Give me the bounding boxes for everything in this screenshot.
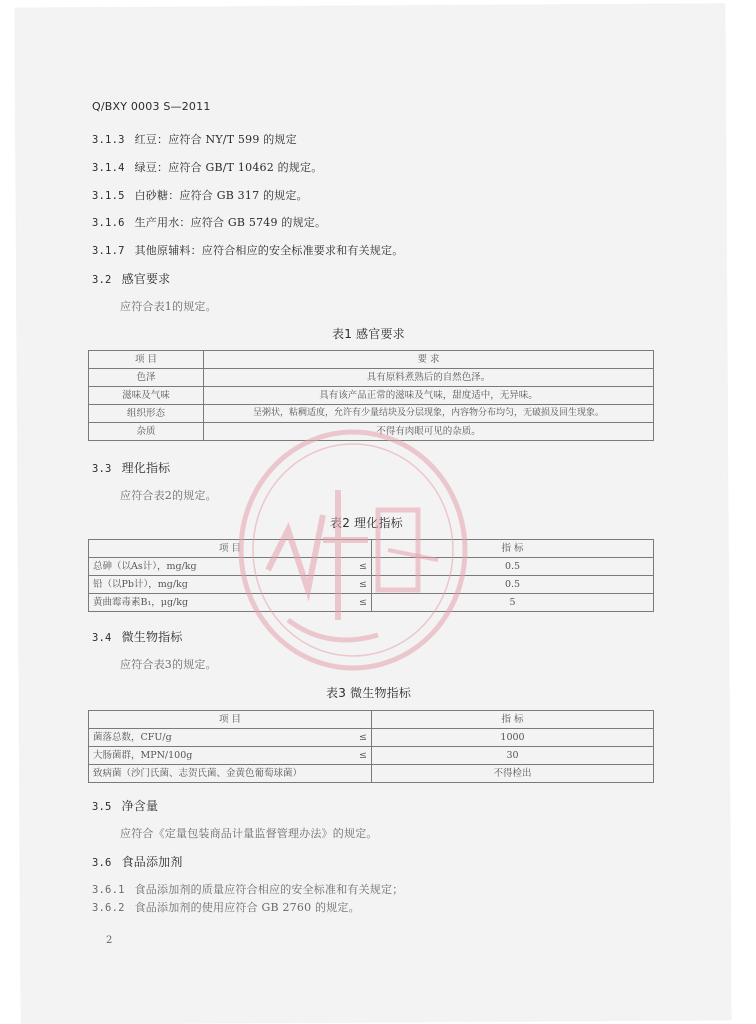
clause-number: 3.1.4 [92,162,125,174]
clause-text: 其他原辅料：应符合相应的安全标准要求和有关规定。 [134,244,404,257]
requirement-cell: 不得有肉眼可见的杂质。 [204,423,654,441]
item-cell [89,747,372,765]
item-label: 大肠菌群，MPN/100g [93,750,193,761]
value-cell: 0.5 [372,576,654,594]
clause-3-1-6 [92,214,326,230]
requirement-cell: 呈粥状，粘稠适度，允许有少量结块及分层现象，内容物分布均匀，无破损及回生现象。 [204,405,654,423]
item-label: 黄曲霉毒素B₁，μg/kg [93,597,189,608]
clause-text: 食品添加剂的使用应符合 GB 2760 的规定。 [134,901,360,914]
less-equal-symbol: ≤ [359,732,367,743]
less-equal-symbol: ≤ [359,561,367,572]
clause-text: 食品添加剂的质量应符合相应的安全标准和有关规定； [134,883,404,896]
table2-caption: 表2 理化指标 [330,516,403,530]
section-number: 3.5 [92,801,112,813]
value-cell: 不得检出 [372,765,654,783]
value-cell: 30 [372,747,654,765]
section-3-4-heading [92,628,183,645]
table3-caption: 表3 微生物指标 [326,686,412,700]
header-cell: 要 求 [204,351,654,369]
section-title: 理化指标 [121,461,171,475]
table-row [89,387,654,405]
table1-caption: 表1 感官要求 [332,327,405,341]
header-cell: 项 目 [89,540,372,558]
section-number: 3.3 [92,463,112,475]
header-cell: 项 目 [89,351,204,369]
less-equal-symbol: ≤ [359,579,367,590]
section-number: 3.2 [92,274,112,286]
table-row [89,369,654,387]
document-code: Q/BXY 0003 S—2011 [92,100,211,113]
value-cell: 5 [372,594,654,612]
clause-number: 3.1.5 [92,190,125,202]
table-header-row [89,351,654,369]
clause-text: 红豆：应符合 NY/T 599 的规定 [134,133,297,146]
header-cell: 项 目 [89,711,372,729]
section-3-5-heading [92,797,158,814]
header-cell: 指 标 [372,711,654,729]
section-title: 食品添加剂 [121,855,183,869]
value-cell: 1000 [372,729,654,747]
item-cell: 组织形态 [89,405,204,423]
section-3-6-heading [92,853,183,870]
clause-number: 3.1.6 [92,217,125,229]
section-title: 感官要求 [121,272,171,286]
section-title: 微生物指标 [121,630,183,644]
item-label: 总砷（以As计），mg/kg [93,561,197,572]
page-number: 2 [106,935,113,946]
clause-3-1-3 [92,131,297,147]
item-cell: 杂质 [89,423,204,441]
section-3-3-heading [92,459,170,476]
clause-3-6-1 [92,881,403,897]
clause-number: 3.1.3 [92,134,125,146]
item-cell [89,765,372,783]
clause-number: 3.6.1 [92,884,125,896]
clause-3-6-2 [92,899,360,915]
section-3-2-heading [92,270,170,287]
table-header-row [89,711,654,729]
value-cell: 0.5 [372,558,654,576]
item-label: 铅（以Pb计），mg/kg [93,579,188,590]
clause-text: 白砂糖：应符合 GB 317 的规定。 [134,189,308,202]
table-row [89,765,654,783]
clause-3-1-5 [92,187,308,203]
requirement-cell: 具有原料煮熟后的自然色泽。 [204,369,654,387]
requirement-cell: 具有该产品正常的滋味及气味，甜度适中，无异味。 [204,387,654,405]
table-microbiological [88,710,654,783]
header-cell: 指 标 [372,540,654,558]
clause-number: 3.1.7 [92,245,125,257]
clause-number: 3.6.2 [92,902,125,914]
red-seal-stamp [228,420,478,680]
item-label: 菌落总数，CFU/g [93,732,172,743]
item-label: 致病菌（沙门氏菌、志贺氏菌、金黄色葡萄球菌） [93,768,303,779]
clause-text: 生产用水：应符合 GB 5749 的规定。 [134,216,327,229]
clause-3-1-7 [92,242,403,258]
item-cell: 滋味及气味 [89,387,204,405]
item-cell [89,729,372,747]
section-number: 3.6 [92,857,112,869]
item-cell: 色泽 [89,369,204,387]
section-3-4-body: 应符合表3的规定。 [120,658,217,671]
clause-3-1-4 [92,159,322,175]
table-row [89,729,654,747]
section-title: 净含量 [121,799,159,813]
section-3-2-body: 应符合表1的规定。 [120,300,217,313]
section-3-5-body: 应符合《定量包装商品计量监督管理办法》的规定。 [120,827,378,840]
less-equal-symbol: ≤ [359,750,367,761]
less-equal-symbol: ≤ [359,597,367,608]
section-number: 3.4 [92,632,112,644]
section-3-3-body: 应符合表2的规定。 [120,489,217,502]
table-row [89,747,654,765]
clause-text: 绿豆：应符合 GB/T 10462 的规定。 [134,161,323,174]
